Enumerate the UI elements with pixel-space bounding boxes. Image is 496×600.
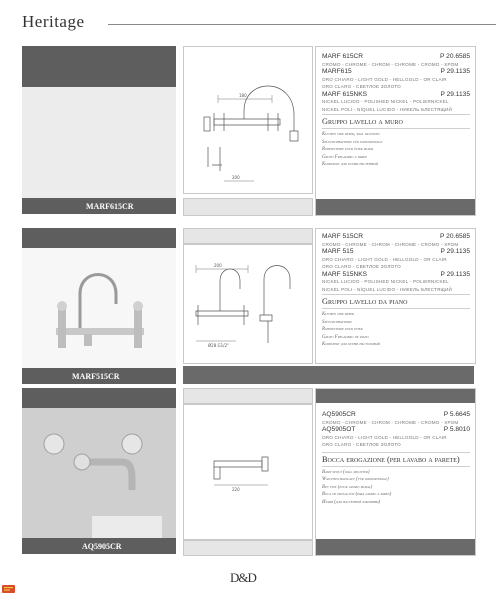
product-code: AQ5905CR [322, 411, 356, 418]
divider [322, 452, 470, 453]
translation: Boca de erogación (para lavabo a pared) [322, 492, 392, 497]
finish-label: NICKEL LUCIDO - POLISHED NICKEL - POLIERNICKEL [322, 279, 449, 284]
product-photo [22, 228, 176, 384]
finish-label: ORO CHIARO - LIGHT GOLD - HELLGOLD - OR CLAIR [322, 76, 447, 82]
finish-label: ORO CLARO - СВЕТЛОЕ ЗОЛОТО [322, 442, 401, 447]
product-name: Bocca erogazione (per lavabo a parete) [322, 454, 460, 464]
translation: Grupo Fregadero de piano [322, 334, 369, 340]
product-price: P 29.1135 [440, 248, 470, 255]
product-price: P 5.6645 [443, 411, 470, 418]
product-row [322, 411, 470, 419]
product-caption: AQ5905CR [82, 542, 122, 551]
page-number: 60 [8, 540, 18, 551]
product-price: P 5.8010 [443, 426, 470, 433]
product-name: Gruppo lavello da piano [322, 297, 408, 306]
title-divider [108, 24, 496, 25]
photo-top-bar [22, 388, 176, 408]
wall-spout-image [22, 408, 176, 538]
product-code: MARF615 [322, 68, 352, 75]
divider [322, 466, 470, 467]
product-row [322, 91, 470, 99]
translation: Spültischbatterie [322, 319, 352, 325]
finish-label: ORO CHIARO - LIGHT GOLD - HELLGOLD - OR CLAIR [322, 256, 447, 262]
product-row [322, 271, 470, 279]
faucet-drawing [184, 245, 312, 363]
spout-drawing [184, 405, 312, 539]
divider [322, 308, 470, 309]
product-code: MARF 515 [322, 248, 354, 255]
finish-label: NICKEL POLI - NÍQUEL LUCIDO - НИКЕЛЬ БЛЕСТЯЩИЙ [322, 106, 452, 112]
product-photo [22, 388, 176, 554]
finish-label: CROMO - CHROME - CHROM - CHROME - CROMO - ХРОМ [322, 419, 459, 425]
spec-panel [315, 228, 476, 364]
product-row [322, 233, 470, 241]
finish-label: NICKEL LUCIDO - POLISHED NICKEL - POLIERNICKEL [322, 99, 449, 104]
translation: Waschtischauslauf (für wandmontage) [322, 477, 389, 482]
svg-text:180: 180 [239, 93, 247, 98]
product-code: MARF 515NKS [322, 270, 368, 278]
product-caption: MARF515CR [72, 372, 120, 381]
product-row [322, 53, 470, 61]
translation: Spültischbatterie für wandmontage [322, 139, 383, 145]
technical-drawing [183, 404, 313, 540]
finish-label: CROMO - CHROME - CHROM - CHROME - CROMO - ХРОМ [322, 61, 459, 67]
finish-label: CROMO - CHROME - CHROM - CHROME - CROMO - ХРОМ [322, 241, 459, 247]
spec-top-bar [316, 389, 475, 403]
translation: Kitchen sink mixer, wall mounted [322, 132, 380, 137]
photo-top-bar [22, 46, 176, 87]
finish-label: ORO CLARO - СВЕТЛОЕ ЗОЛОТО [322, 264, 401, 269]
translation: Bec fixe (pour lavabo mural) [322, 484, 373, 490]
product-code: MARF 615CR [322, 53, 364, 60]
page-title: Heritage [22, 12, 85, 31]
svg-text:200: 200 [232, 175, 240, 180]
product-code: AQ5905OT [322, 426, 356, 433]
product-price: P 29.1135 [440, 68, 470, 75]
finish-label: ORO CLARO - СВЕТЛОЕ ЗОЛОТО [322, 84, 401, 89]
faucet-drawing [184, 47, 312, 193]
spec-panel [315, 46, 476, 216]
product-row [322, 426, 470, 434]
drawing-top-strip [183, 388, 313, 404]
drawing-bottom-strip [183, 540, 313, 556]
finish-label: NICKEL POLI - NÍQUEL LUCIDO - НИКЕЛЬ БЛЕСТЯЩИЙ [322, 286, 452, 292]
svg-text:Ø28 G1/2": Ø28 G1/2" [208, 343, 229, 348]
product-price: P 29.1135 [440, 270, 470, 278]
translation: Grupo Fregadero a pared [322, 154, 367, 160]
translation: Излив (для настенной раковины) [322, 499, 381, 505]
technical-drawing [183, 244, 313, 364]
spec-bottom-bar [316, 539, 475, 555]
technical-drawing [183, 46, 313, 194]
divider [322, 294, 470, 295]
product-row [322, 68, 470, 76]
translation: Basin spout (wall mounted) [322, 469, 370, 475]
svg-text:200: 200 [214, 263, 222, 268]
translation: Kitchen sink mixer [322, 312, 354, 317]
product-price: P 20.6585 [440, 233, 470, 240]
product-row [322, 248, 470, 256]
product-photo [22, 46, 176, 214]
translation: Комплект для кухни настольный [322, 342, 380, 347]
divider [322, 114, 470, 115]
pdf-badge-icon [2, 584, 16, 594]
product-price: P 29.1135 [440, 90, 470, 98]
product-name: Gruppo lavello a muro [322, 117, 403, 126]
spec-panel [315, 388, 476, 556]
finish-label: ORO CHIARO - LIGHT GOLD - HELLGOLD - OR CLAIR [322, 434, 447, 440]
product-code: MARF 615NKS [322, 90, 368, 98]
translation: Robinetterie pour évier [322, 327, 363, 332]
divider [322, 128, 470, 129]
drawing-bottom-strip [183, 198, 313, 216]
product-code: MARF 515CR [322, 233, 364, 240]
translation: Комплект для кухни настенный [322, 162, 378, 167]
brand-logo: D&D [230, 570, 256, 585]
spec-bottom-bar [316, 199, 475, 215]
bridge-faucet-image [22, 248, 176, 368]
translation: Robinetterie pour évier mural [322, 147, 374, 152]
product-caption: MARF615CR [86, 202, 134, 211]
drawing-top-strip [183, 228, 313, 244]
svg-text:220: 220 [232, 487, 240, 492]
product-price: P 20.6585 [440, 53, 470, 60]
photo-top-bar [22, 228, 176, 248]
section-bottom-bar [183, 366, 474, 384]
